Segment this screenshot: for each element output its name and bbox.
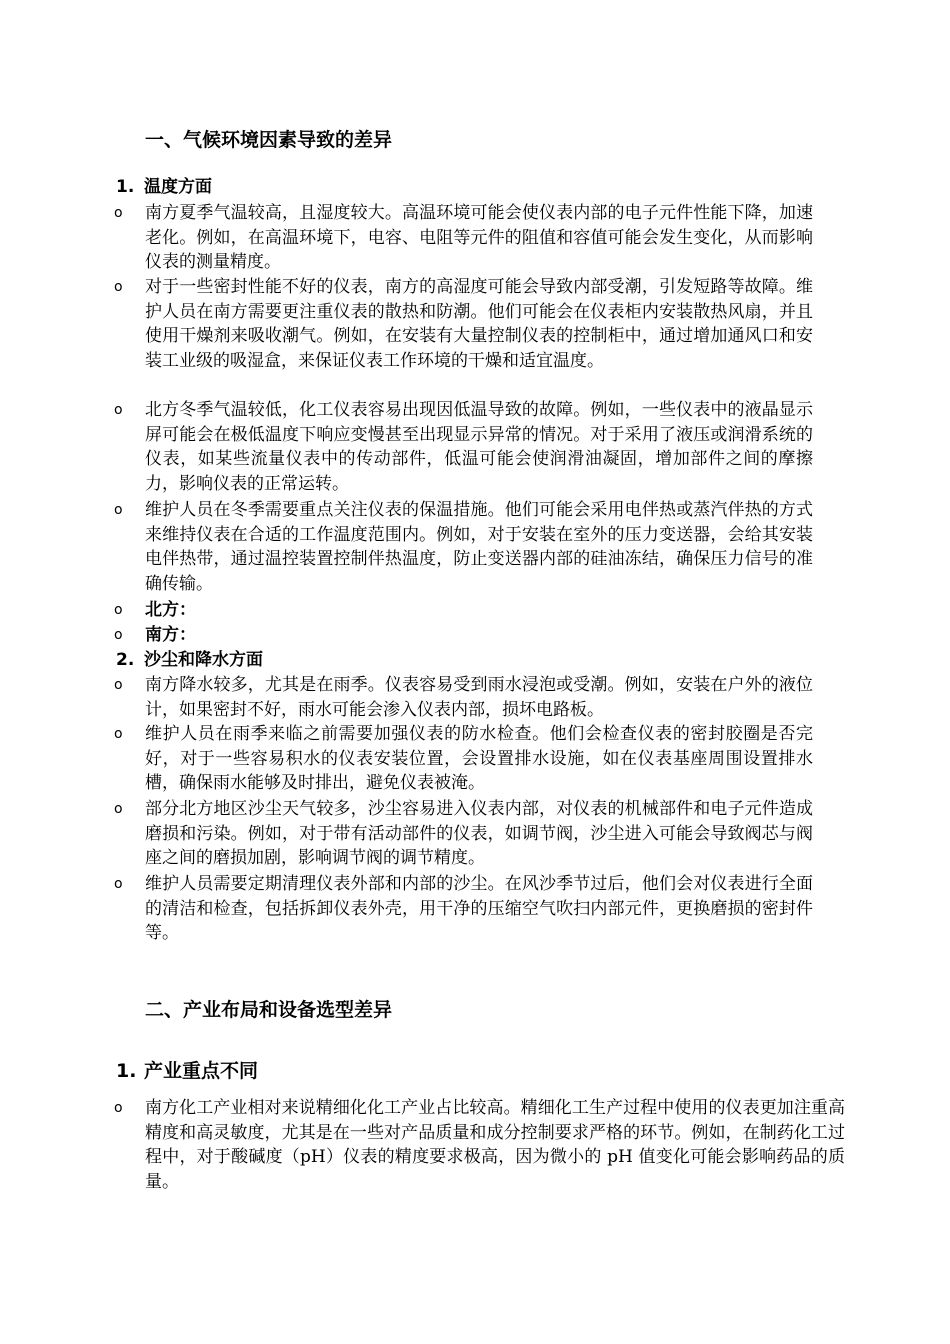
list-item-text: 维护人员在冬季需要重点关注仪表的保温措施。他们可能会采用电伴热或蒸汽伴热的方式来维持仪表在合适的工作温度范围内。例如，对于安装在室外的压力变送器，会给其安装电伴热带，通过温控装置控制伴热温度，防止变送器内部的硅油冻结，确保压力信号的准确传输。 [145,500,813,594]
bullet-marker: o [114,627,123,643]
section-2-heading: 二、产业布局和设备选型差异 [145,999,393,1021]
list-item-text: 南方降水较多，尤其是在雨季。仪表容易受到雨水浸泡或受潮。例如，安装在户外的液位计，如果密封不好，雨水可能会渗入仪表内部，损坏电路板。 [145,675,813,720]
list-item-text: 南方夏季气温较高，且湿度较大。高温环境可能会使仪表内部的电子元件性能下降，加速老化。例如，在高温环境下，电容、电阻等元件的阻值和容值可能会发生变化，从而影响仪表的测量精度。 [145,203,813,272]
list-item-text: 北方： [145,600,196,620]
bullet-marker: o [114,876,123,892]
subheading-number: 2. [116,650,135,670]
bullet-marker: o [114,205,123,221]
bullet-marker: o [114,1100,123,1116]
subheading-label: 沙尘和降水方面 [144,650,263,670]
bullet-marker: o [114,801,123,817]
bullet-marker: o [114,402,123,418]
subheading-label: 温度方面 [144,177,212,197]
subheading-label: 产业重点不同 [144,1060,259,1082]
bullet-marker: o [114,726,123,742]
list-item-text: 对于一些密封性能不好的仪表，南方的高湿度可能会导致内部受潮，引发短路等故障。维护人员在南方需要更注重仪表的散热和防潮。他们可能会在仪表柜内安装散热风扇，并且使用干燥剂来吸收潮气。例如，在安装有大量控制仪表的控制柜中，通过增加通风口和安装工业级的吸湿盒，来保证仪表工作环境的干燥和适宜温度。 [145,277,813,371]
bullet-marker: o [114,602,123,618]
bullet-marker: o [114,502,123,518]
list-item-text: 维护人员在雨季来临之前需要加强仪表的防水检查。他们会检查仪表的密封胶圈是否完好，对于一些容易积水的仪表安装位置，会设置排水设施，如在仪表基座周围设置排水槽，确保雨水能够及时排出，避免仪表被淹。 [145,724,813,793]
bullet-marker: o [114,677,123,693]
subheading-number: 1. [116,1060,137,1082]
section-1-heading: 一、气候环境因素导致的差异 [145,129,393,151]
list-item-text: 南方化工产业相对来说精细化化工产业占比较高。精细化工生产过程中使用的仪表更加注重高精度和高灵敏度，尤其是在一些对产品质量和成分控制要求严格的环节。例如，在制药化工过程中，对于酸碱度（pH）仪表的精度要求极高，因为微小的 pH 值变化可能会影响药品的质量。 [145,1098,845,1192]
list-item-text: 南方： [145,625,196,645]
list-item-text: 部分北方地区沙尘天气较多，沙尘容易进入仪表内部，对仪表的机械部件和电子元件造成磨损和污染。例如，对于带有活动部件的仪表，如调节阀，沙尘进入可能会导致阀芯与阀座之间的磨损加剧，影响调节阀的调节精度。 [145,799,813,868]
subheading-number: 1. [116,177,135,197]
list-item-text: 维护人员需要定期清理仪表外部和内部的沙尘。在风沙季节过后，他们会对仪表进行全面的清洁和检查，包括拆卸仪表外壳，用干净的压缩空气吹扫内部元件，更换磨损的密封件等。 [145,874,813,943]
list-item-text: 北方冬季气温较低，化工仪表容易出现因低温导致的故障。例如，一些仪表中的液晶显示屏可能会在极低温度下响应变慢甚至出现显示异常的情况。对于采用了液压或润滑系统的仪表，如某些流量仪表中的传动部件，低温可能会使润滑油凝固，增加部件之间的摩擦力，影响仪表的正常运转。 [145,400,813,494]
bullet-marker: o [114,279,123,295]
